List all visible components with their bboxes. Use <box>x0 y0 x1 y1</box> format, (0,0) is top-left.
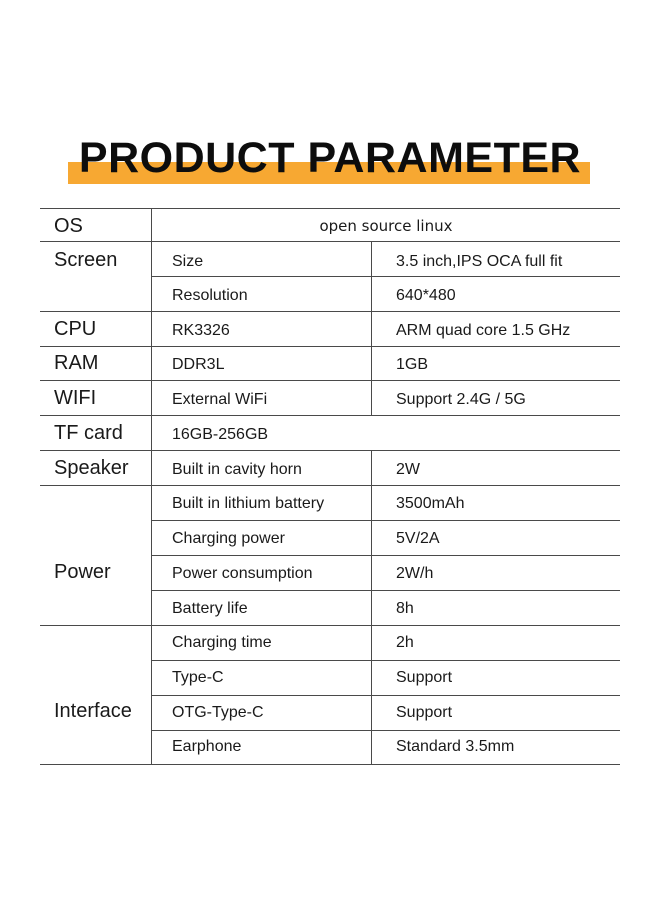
param-key: External WiFi <box>172 391 268 408</box>
param-key: DDR3L <box>172 356 225 373</box>
category-power: Power <box>54 561 111 583</box>
column-divider <box>371 241 372 416</box>
param-key: Charging power <box>172 530 285 547</box>
row-divider <box>40 485 620 486</box>
param-value: ARM quad core 1.5 GHz <box>396 322 571 339</box>
os-value: open source linux <box>319 217 453 235</box>
row-divider <box>40 241 620 242</box>
category-os: OS <box>54 215 83 237</box>
parameter-table <box>40 208 620 765</box>
column-divider <box>371 450 372 765</box>
category-interface: Interface <box>54 700 132 722</box>
category-cpu: CPU <box>54 318 97 340</box>
sub-row-divider <box>152 555 620 556</box>
param-key: Resolution <box>172 287 248 304</box>
category-speaker: Speaker <box>54 457 129 479</box>
param-value: 2W/h <box>396 565 434 582</box>
table-border-top <box>40 208 620 209</box>
param-value: 2W <box>396 461 420 478</box>
row-divider <box>40 450 620 451</box>
param-value: Support 2.4G / 5G <box>396 391 526 408</box>
param-value: Standard 3.5mm <box>396 738 515 755</box>
category-ram: RAM <box>54 352 99 374</box>
category-screen: Screen <box>54 249 118 271</box>
param-key: OTG-Type-C <box>172 704 264 721</box>
row-divider <box>40 311 620 312</box>
table-border-bottom <box>40 764 620 765</box>
column-divider <box>151 208 152 765</box>
param-value: 5V/2A <box>396 530 440 547</box>
row-divider <box>40 625 620 626</box>
param-key: Built in cavity horn <box>172 461 302 478</box>
sub-row-divider <box>152 590 620 591</box>
category-tf-card: TF card <box>54 422 123 444</box>
param-key: Built in lithium battery <box>172 495 325 512</box>
row-divider <box>40 380 620 381</box>
row-divider <box>40 415 620 416</box>
param-key: Type-C <box>172 669 224 686</box>
sub-row-divider <box>152 730 620 731</box>
title-banner <box>0 132 660 192</box>
category-wifi: WIFI <box>54 387 97 409</box>
param-key: Earphone <box>172 738 242 755</box>
param-key: Power consumption <box>172 565 313 582</box>
param-value: 2h <box>396 634 414 651</box>
param-value: 1GB <box>396 356 429 373</box>
sub-row-divider <box>152 276 620 277</box>
sub-row-divider <box>152 520 620 521</box>
param-key: Size <box>172 253 204 270</box>
sub-row-divider <box>152 695 620 696</box>
param-value: 3500mAh <box>396 495 465 512</box>
sub-row-divider <box>152 660 620 661</box>
param-value: 640*480 <box>396 287 456 304</box>
row-divider <box>40 346 620 347</box>
param-value: Support <box>396 704 453 721</box>
param-value: Support <box>396 669 453 686</box>
param-value: 8h <box>396 600 414 617</box>
page-title: PRODUCT PARAMETER <box>78 134 582 182</box>
param-key: Battery life <box>172 600 248 617</box>
param-key: RK3326 <box>172 322 230 339</box>
param-value: 3.5 inch,IPS OCA full fit <box>396 253 563 270</box>
param-value: 16GB-256GB <box>172 426 269 443</box>
param-key: Charging time <box>172 634 272 651</box>
